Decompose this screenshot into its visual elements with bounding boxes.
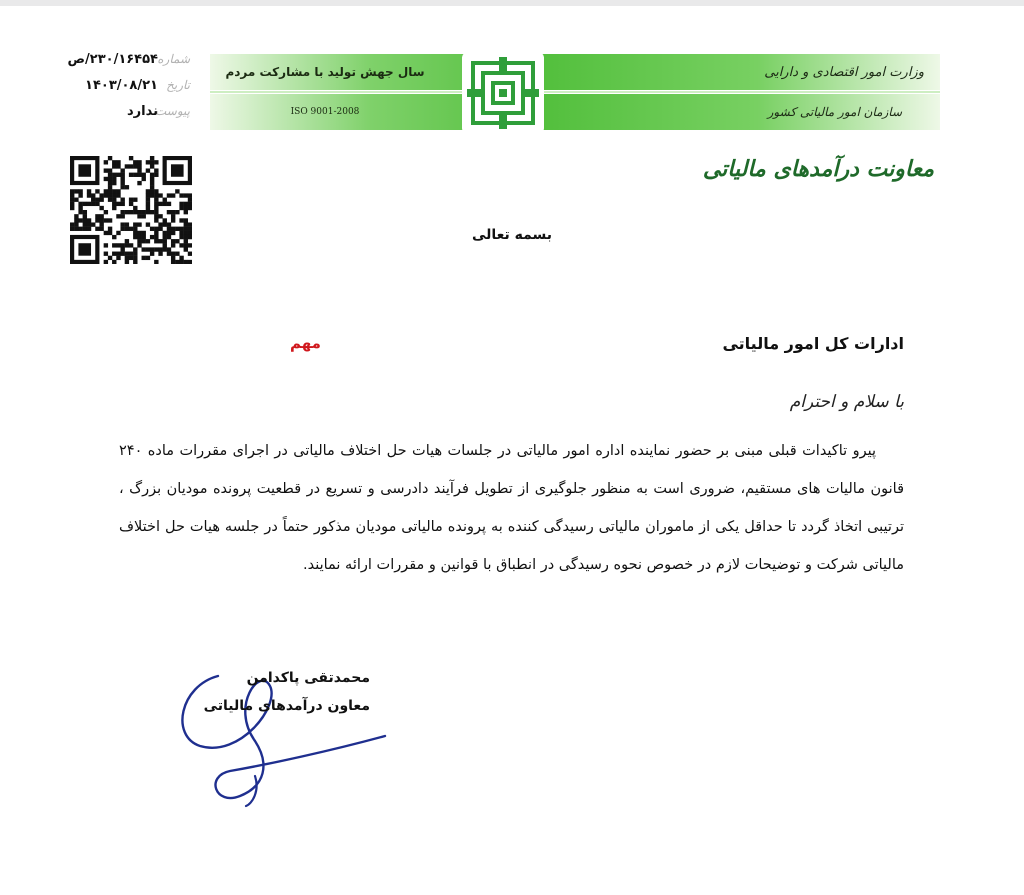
bismillah: بسمه تعالی [471,227,553,243]
important-flag: مهم [290,334,321,352]
meta-attachment-row [40,100,190,126]
iso-label: ISO 9001-2008 [290,107,360,117]
deputy-title: معاونت درآمدهای مالیاتی [702,156,934,182]
letter-meta [40,48,190,126]
attachment-value: ندارد [126,104,158,119]
letter-body: پیرو تاکیدات قبلی مبنی بر حضور نماینده اداره امور مالیاتی در جلسات هیات حل اختلاف مالیاتی در اجرای مقررات ماده ۲۴۰ قانون مالیات های مستقیم، ضروری است به منظور جلوگیری از تطویل فرآیند دادرسی و تسریع در قطعیت پرونده مودیان بزرگ ، ترتیبی اتخاذ گردد تا حداقل یکی از ماموران مالیاتی رسیدگی کننده به پرونده مالیاتی مودیان مذکور حتماً در جلسه هیات حل اختلاف مالیاتی شرکت و توضیحات لازم در خصوص نحوه رسیدگی در انطباق با قوانین و مقررات ارائه نمایند. [119,443,904,573]
meta-date-row [40,74,190,100]
number-value: ۲۳۰/۱۶۴۵۴/ص [67,52,158,67]
letterhead-divider [210,91,940,93]
date-value: ۱۴۰۳/۰۸/۲۱ [85,78,158,93]
signatory-role: معاون درآمدهای مالیاتی [203,698,370,714]
organization-name: سازمان امور مالیاتی کشور [767,105,902,119]
letter-page [0,6,1024,895]
year-slogan: سال جهش تولید با مشارکت مردم [225,65,425,79]
greeting: با سلام و احترام [789,392,904,412]
addressee: ادارات کل امور مالیاتی [722,334,904,353]
letterhead-band [210,54,940,132]
tax-organization-emblem-icon [462,52,544,134]
qr-code-icon [70,156,192,264]
signatory-name: محمدتقی پاکدامن [246,670,370,686]
meta-number-row [40,48,190,74]
number-label: شماره [157,52,190,66]
attachment-label: پیوست [155,104,190,118]
ministry-name: وزارت امور اقتصادی و دارایی [764,64,924,80]
date-label: تاریخ [166,78,190,92]
